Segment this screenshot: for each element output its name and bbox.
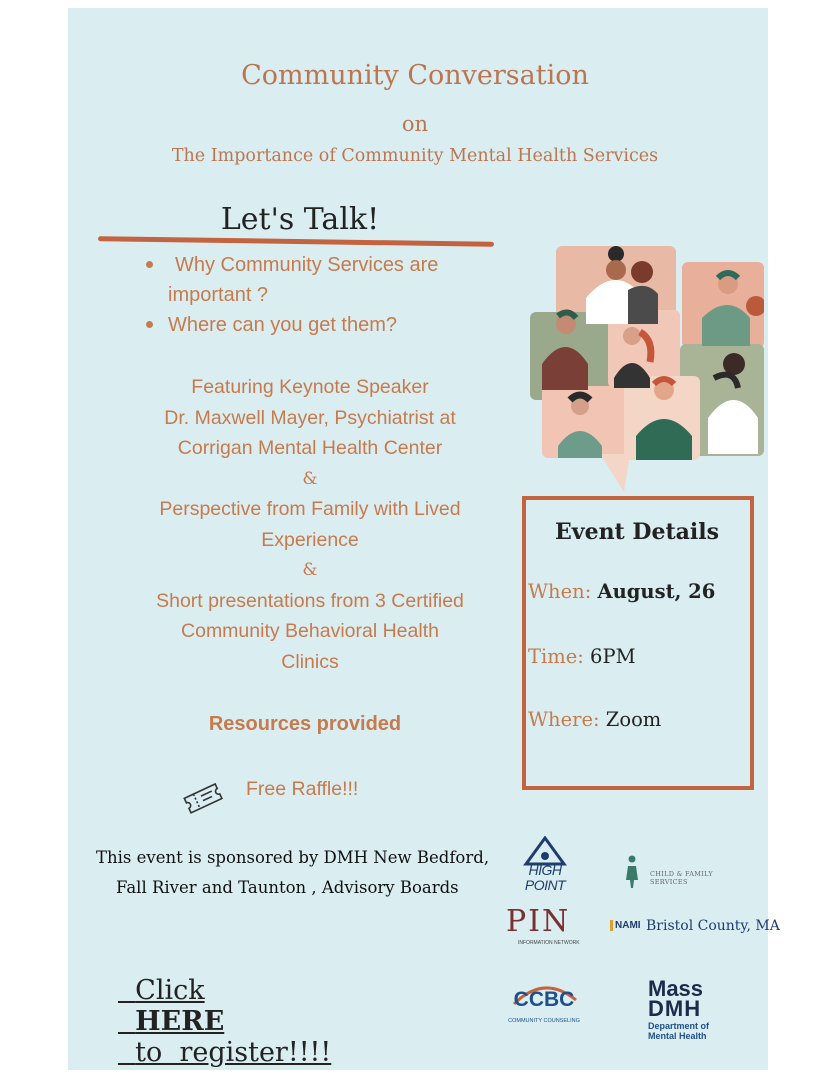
ccbc-subtext: COMMUNITY COUNSELING	[508, 1018, 580, 1024]
ccbc-logo	[508, 980, 580, 1036]
talk-heading: Let's Talk!	[220, 202, 380, 237]
program-line: Featuring Keynote Speaker	[191, 376, 429, 398]
ticket-icon	[180, 778, 228, 818]
pin-subtext: INFORMATION NETWORK	[518, 940, 580, 946]
register-click: Click	[135, 975, 205, 1006]
title-connector: on	[401, 112, 429, 136]
bullet-item-continued	[140, 280, 500, 310]
program-line: Perspective from Family with Lived	[159, 498, 461, 520]
ccbc-text: CCBC	[513, 988, 575, 1011]
pin-text: PIN	[506, 904, 571, 939]
program-line: Short presentations from 3 Certified	[156, 589, 464, 612]
flyer-title: Community Conversation	[241, 60, 589, 91]
time-label: Time:	[528, 645, 584, 668]
register-rest: to register!!!!	[135, 1037, 332, 1068]
register-link[interactable]	[118, 944, 331, 1068]
nami-text: Bristol County, MA	[646, 918, 780, 934]
program-line: Clinics	[281, 650, 339, 673]
people-illustration	[528, 240, 764, 492]
where-label: Where:	[528, 708, 600, 731]
program-line: Corrigan Mental Health Center	[177, 437, 443, 459]
family-figure-icon	[624, 854, 640, 890]
nami-mark: NAMI	[610, 920, 641, 931]
program-line: Community Behavioral Health	[181, 620, 439, 642]
bullet-dot	[146, 321, 153, 328]
time-value: 6PM	[590, 645, 636, 668]
bullet-item	[140, 310, 500, 340]
program-line: Experience	[261, 528, 359, 551]
dmh-subtext-2: Mental Health	[648, 1031, 707, 1041]
child-family-services-logo	[624, 854, 744, 894]
where-value: Zoom	[605, 708, 662, 731]
bullet-text: Why Community Services are	[175, 254, 439, 276]
bullet-item	[140, 250, 500, 280]
program-line: &	[302, 468, 318, 489]
event-when	[528, 580, 715, 603]
event-time	[528, 645, 636, 668]
mass-text: Mass	[648, 976, 704, 1001]
raffle-text: Free Raffle!!!	[246, 778, 359, 800]
event-details-title: Event Details	[555, 519, 719, 545]
bullet-text: Where can you get them?	[168, 314, 398, 336]
resources-text: Resources provided	[208, 713, 402, 735]
pin-logo	[506, 904, 580, 948]
program-line: &	[302, 560, 318, 580]
event-where	[528, 708, 661, 731]
highpoint-text-2: POINT	[524, 877, 566, 893]
register-here: HERE	[135, 1006, 225, 1037]
bullet-text: important ?	[168, 284, 269, 306]
cfs-text: CHILD & FAMILY SERVICES	[650, 870, 713, 886]
flyer-subtitle: The Importance of Community Mental Health Services	[171, 146, 659, 166]
bullet-dot	[146, 261, 153, 268]
when-value: August, 26	[597, 580, 716, 603]
program-block	[100, 372, 520, 677]
dmh-subtext-1: Department of	[648, 1021, 710, 1031]
nami-logo	[610, 916, 780, 942]
dmh-text: DMH	[648, 996, 702, 1021]
sponsor-line-2: Fall River and Taunton , Advisory Boards	[116, 878, 459, 897]
highpoint-text-1: HIGH	[528, 862, 562, 878]
program-line: Dr. Maxwell Mayer, Psychiatrist at	[164, 406, 456, 429]
mass-dmh-logo	[644, 976, 724, 1044]
bullet-list	[140, 250, 500, 340]
highpoint-logo	[512, 836, 578, 896]
when-label: When:	[528, 580, 592, 603]
sponsor-line-1: This event is sponsored by DMH New Bedford,	[96, 848, 490, 867]
